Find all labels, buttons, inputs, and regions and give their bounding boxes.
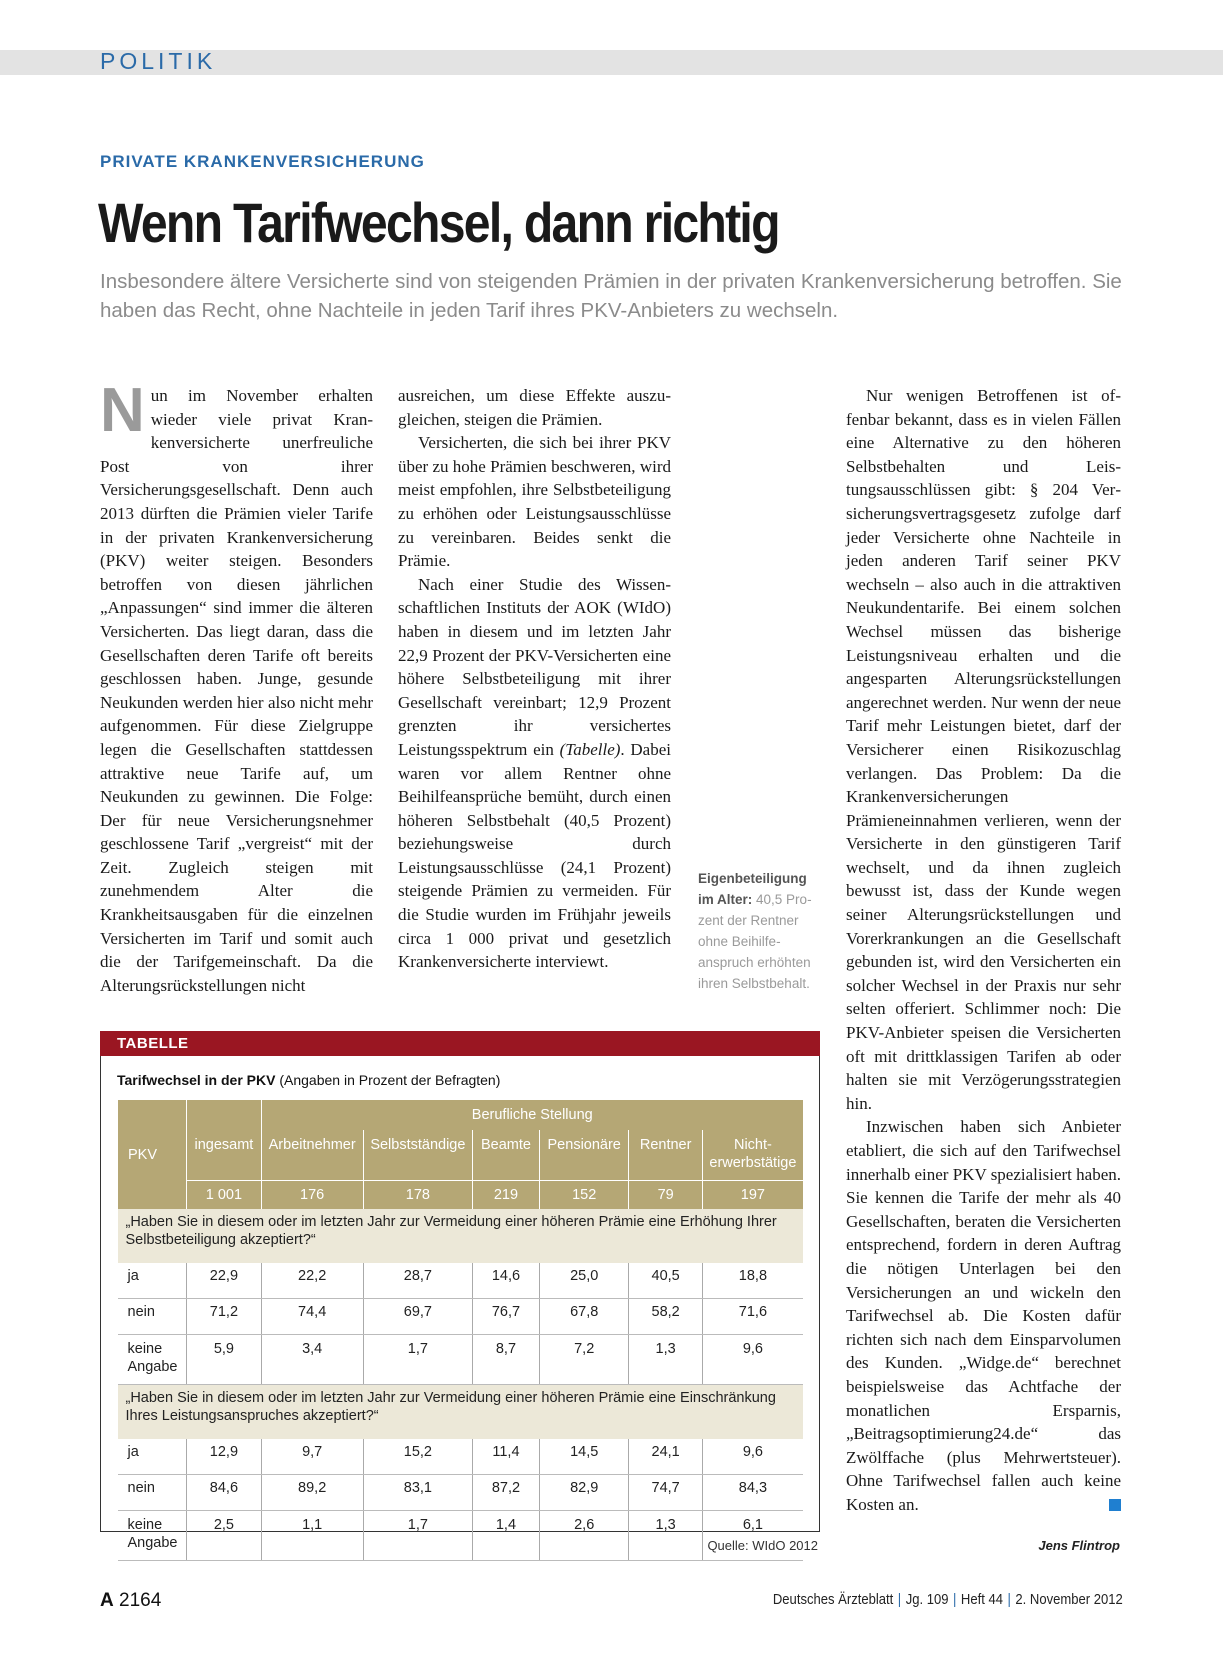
table-cell: 22,9 [187,1263,261,1299]
row-label: nein [118,1299,187,1335]
table-cell: 1,4 [472,1511,539,1561]
table-title [117,1072,500,1088]
body-paragraph: ausreichen, um diese Effekte auszugleichen, steigen die Prämien. [398,386,671,429]
table-cell: 1,7 [363,1511,472,1561]
article-kicker: PRIVATE KRANKENVERSICHERUNG [100,152,425,171]
drop-cap: N [100,376,145,445]
table-cell: 12,9 [187,1439,261,1475]
table-cell: 18,8 [702,1263,803,1299]
table-count-cell: 1 001 [187,1181,261,1210]
image-caption [698,868,823,994]
table-label: TABELLE [100,1031,820,1056]
table-row [118,1299,804,1335]
table-count-cell: 219 [472,1181,539,1210]
table-cell: 11,4 [472,1439,539,1475]
body-text: Inzwischen haben sich Anbieter etabliert, die sich auf den Tarifwechsel innerhalb einer PKV spezialisiert haben. Sie kennen die Tarife der mehr als 40 Gesellschaften, beraten die Versicherten entsprechend, fordern in deren Auftrag die nötigen Unterlagen bei den Versicherungen an und wickeln den Tarifwechsel ab. Die Kosten dafür richten sich nach dem Einsparvolumen des Kunden. „Widge.de“ berechnet beispielsweise das Achtfache der monatlichen Ersparnis, „Beitragsoptimierung24.de“ das Zwölffache (plus Mehrwertsteuer). Ohne Tarifwechsel fallen auch keine Kosten an. [846,1117,1121,1514]
table-cell: 14,6 [472,1263,539,1299]
table-column-header: Rentner [629,1130,702,1181]
journal-footer: Deutsches Ärzteblatt | Jg. 109 | Heft 44 | 2. November 2012 [773,1592,1123,1608]
table-cell: 15,2 [363,1439,472,1475]
table-cell: 6,1 [702,1511,803,1561]
article-headline: Wenn Tarifwechsel, dann richtig [98,191,779,254]
row-label: ja [118,1263,187,1299]
journal-issue: Heft 44 [961,1592,1004,1608]
table-cell: 3,4 [261,1335,363,1385]
table-cell: 25,0 [539,1263,629,1299]
section-label: POLITIK [100,48,217,74]
body-paragraph [846,1115,1121,1516]
body-paragraph: Nur wenigen Betroffenen ist offenbar bekannt, dass es in vielen Fällen eine Alternative zu den höheren Selbstbehalten und Leistungsausschlüssen gibt: § 204 Versicherungsvertragsgesetz zufolge darf jeder Versicherte ohne Nachteile in jeden anderen Tarif seiner PKV wechseln – also auch in die attraktiven Neukundentarife. Bei einem solchen Wechsel müssen das bisherige Leistungsniveau erhalten und die angesparten Alterungsrückstellungen angerechnet werden. Nur wenn der neue Tarif mehr Leistungen bietet, darf der Versicherer einen Risikozuschlag verlangen. Das Problem: Da die Krankenversicherungen Prämieneinnahmen verlieren, wenn der Versicherte in den günstigeren Tarif wechselt, und da ihnen zugleich bewusst ist, dass der Kunde wegen seiner Alterungsrückstellungen und Vorerkrankungen an die Gesellschaft gebunden ist, wird den Versicherten ein solcher Wechsel in der Praxis nur sehr selten offeriert. Schlimmer noch: Die PKV-Anbieter speisen die Versicherten oft mit drittklassigen Tarifen ab oder halten sie mit Verzögerungsstrategien hin. [846,386,1121,1113]
body-column-3 [846,384,1121,1517]
table-cell: 1,7 [363,1335,472,1385]
table-cell: 69,7 [363,1299,472,1335]
table-cell: 22,2 [261,1263,363,1299]
row-label: keine Angabe [118,1335,187,1385]
table-cell: 24,1 [629,1439,702,1475]
table-count-cell: 178 [363,1181,472,1210]
table-cell: 67,8 [539,1299,629,1335]
caption-text: 40,5 Prozent der Rentner ohne Beihilfeanspruch erhöhten ihren Selbstbehalt. [698,892,812,991]
table-row [118,1475,804,1511]
table-title-bold: Tarifwechsel in der PKV [117,1072,276,1088]
table-cell: 28,7 [363,1263,472,1299]
table-row [118,1439,804,1475]
body-paragraph [398,573,671,974]
table-cell: 40,5 [629,1263,702,1299]
table-cell: 71,2 [187,1299,261,1335]
table-cell: 2,5 [187,1511,261,1561]
table-column-header: Beamte [472,1130,539,1181]
body-text: Nach einer Studie des Wissenschaftlichen Instituts der AOK (WIdO) haben in diesem und im letzten Jahr 22,9 Prozent der PKV-Versicherten eine höhere Selbstbeteiligung mit ihrer Gesellschaft vereinbart; 12,9 Prozent grenzten ihr versichertes Leistungsspektrum ein [398,574,671,759]
table-cell: 71,6 [702,1299,803,1335]
table-row [118,1335,804,1385]
table-column-header: Selbstständige [363,1130,472,1181]
journal-date: 2. November 2012 [1015,1592,1123,1608]
page-prefix: A [100,1590,114,1611]
body-column-2 [398,384,671,974]
table-cell: 87,2 [472,1475,539,1511]
table-cell: 83,1 [363,1475,472,1511]
table-column-header: Arbeitnehmer [261,1130,363,1181]
table-cell: 1,3 [629,1511,702,1561]
table-cell: 9,6 [702,1439,803,1475]
table-header-pkv: PKV [118,1100,187,1209]
row-label: keine Angabe [118,1511,187,1561]
table-column-header: Pensionäre [539,1130,629,1181]
table-row [118,1263,804,1299]
table-cell: 1,3 [629,1335,702,1385]
survey-question: „Haben Sie in diesem oder im letzten Jahr zur Vermeidung einer höheren Prämie eine Erhöhung Ihrer Selbstbeteiligung akzeptiert?“ [118,1209,804,1263]
table-cell: 84,3 [702,1475,803,1511]
table-source: Quelle: WIdO 2012 [707,1538,818,1553]
table-count-cell: 176 [261,1181,363,1210]
body-column-1 [100,376,373,997]
table-cell: 2,6 [539,1511,629,1561]
table-row [118,1511,804,1561]
table-cell: 74,7 [629,1475,702,1511]
table-cell: 1,1 [261,1511,363,1561]
body-paragraph: Versicherten, die sich bei ihrer PKV über zu hohe Prämien beschweren, wird meist empfohlen, ihre Selbstbeteiligung zu erhöhen oder Leistungsausschlüsse zu vereinbaren. Beides senkt die Prämie. [398,433,671,571]
row-label: nein [118,1475,187,1511]
row-label: ja [118,1439,187,1475]
journal-name: Deutsches Ärzteblatt [773,1592,894,1608]
body-paragraph: un im November erhalten wieder viele privat Krankenversicherte unerfreuliche Post von ihrer Versicherungsgesellschaft. Denn auch 2013 dürften die Prämien vieler Tarife in der privaten Krankenversicherung (PKV) weiter steigen. Besonders betroffen von diesen jährlichen „Anpassungen“ sind immer die älteren Versicherten. Das liegt daran, dass die Gesellschaften deren Tarife oft bereits geschlossen haben. Junge, gesunde Neukunden werden hier also nicht mehr aufgenommen. Für diese Zielgruppe legen die Gesellschaften stattdessen attraktive neue Tarife auf, um Neukunden zu gewinnen. Die Folge: Der für neue Versicherungsnehmer geschlossene Tarif „vergreist“ mit der Zeit. Zugleich steigen mit zunehmendem Alter die Krankheitsausgaben für die einzelnen Versicherten im Tarif und somit auch die der Tarifgemeinschaft. Da die Alterungsrückstellungen nicht [100,386,373,995]
journal-volume: Jg. 109 [905,1592,949,1608]
table-column-header: ingesamt [187,1130,261,1181]
body-text: . Dabei waren vor allem Rentner ohne Beihilfeansprüche bemüht, durch einen höheren Selbstbehalt (40,5 Prozent) beziehungsweise durch Leistungsausschlüsse (24,1 Prozent) steigende Prämien zu vermeiden. Für die Studie wurden im Frühjahr jeweils circa 1 000 privat und gesetzlich Krankenversicherte interviewt. [398,739,671,972]
article-lead: Insbesondere ältere Versicherte sind von steigenden Prämien in der privaten Krankenversicherung betroffen. Sie haben das Recht, ohne Nachteile in jeden Tarif ihres PKV-Anbieters zu wechseln. [100,270,1122,322]
table-cell: 7,2 [539,1335,629,1385]
table-title-note: (Angaben in Prozent der Befragten) [275,1072,501,1088]
table-cell: 89,2 [261,1475,363,1511]
table-count-cell: 152 [539,1181,629,1210]
end-mark-icon [1109,1499,1121,1511]
table-count-cell: 197 [702,1181,803,1210]
survey-table [117,1100,803,1561]
table-cell: 14,5 [539,1439,629,1475]
table-header-group: Berufliche Stellung [261,1100,803,1130]
table-cell: 9,7 [261,1439,363,1475]
table-cell: 84,6 [187,1475,261,1511]
table-header-spacer [187,1100,261,1130]
table-cell: 8,7 [472,1335,539,1385]
author-name: Jens Flintrop [1038,1538,1120,1553]
page-number-value: 2164 [119,1590,162,1611]
table-reference-link[interactable]: (Tabelle) [559,739,621,759]
table-column-header: Nicht-erwerbstätige [702,1130,803,1181]
table-count-cell: 79 [629,1181,702,1210]
table-cell: 76,7 [472,1299,539,1335]
table-cell: 5,9 [187,1335,261,1385]
table-cell: 58,2 [629,1299,702,1335]
survey-question: „Haben Sie in diesem oder im letzten Jahr zur Vermeidung einer höheren Prämie eine Einschränkung Ihres Leistungsanspruches akzeptiert?“ [118,1385,804,1440]
caption-title: Eigenbeteiligung im Alter: [698,871,807,907]
table-cell: 9,6 [702,1335,803,1385]
table-cell: 74,4 [261,1299,363,1335]
page-number [100,1590,161,1612]
table-cell: 82,9 [539,1475,629,1511]
